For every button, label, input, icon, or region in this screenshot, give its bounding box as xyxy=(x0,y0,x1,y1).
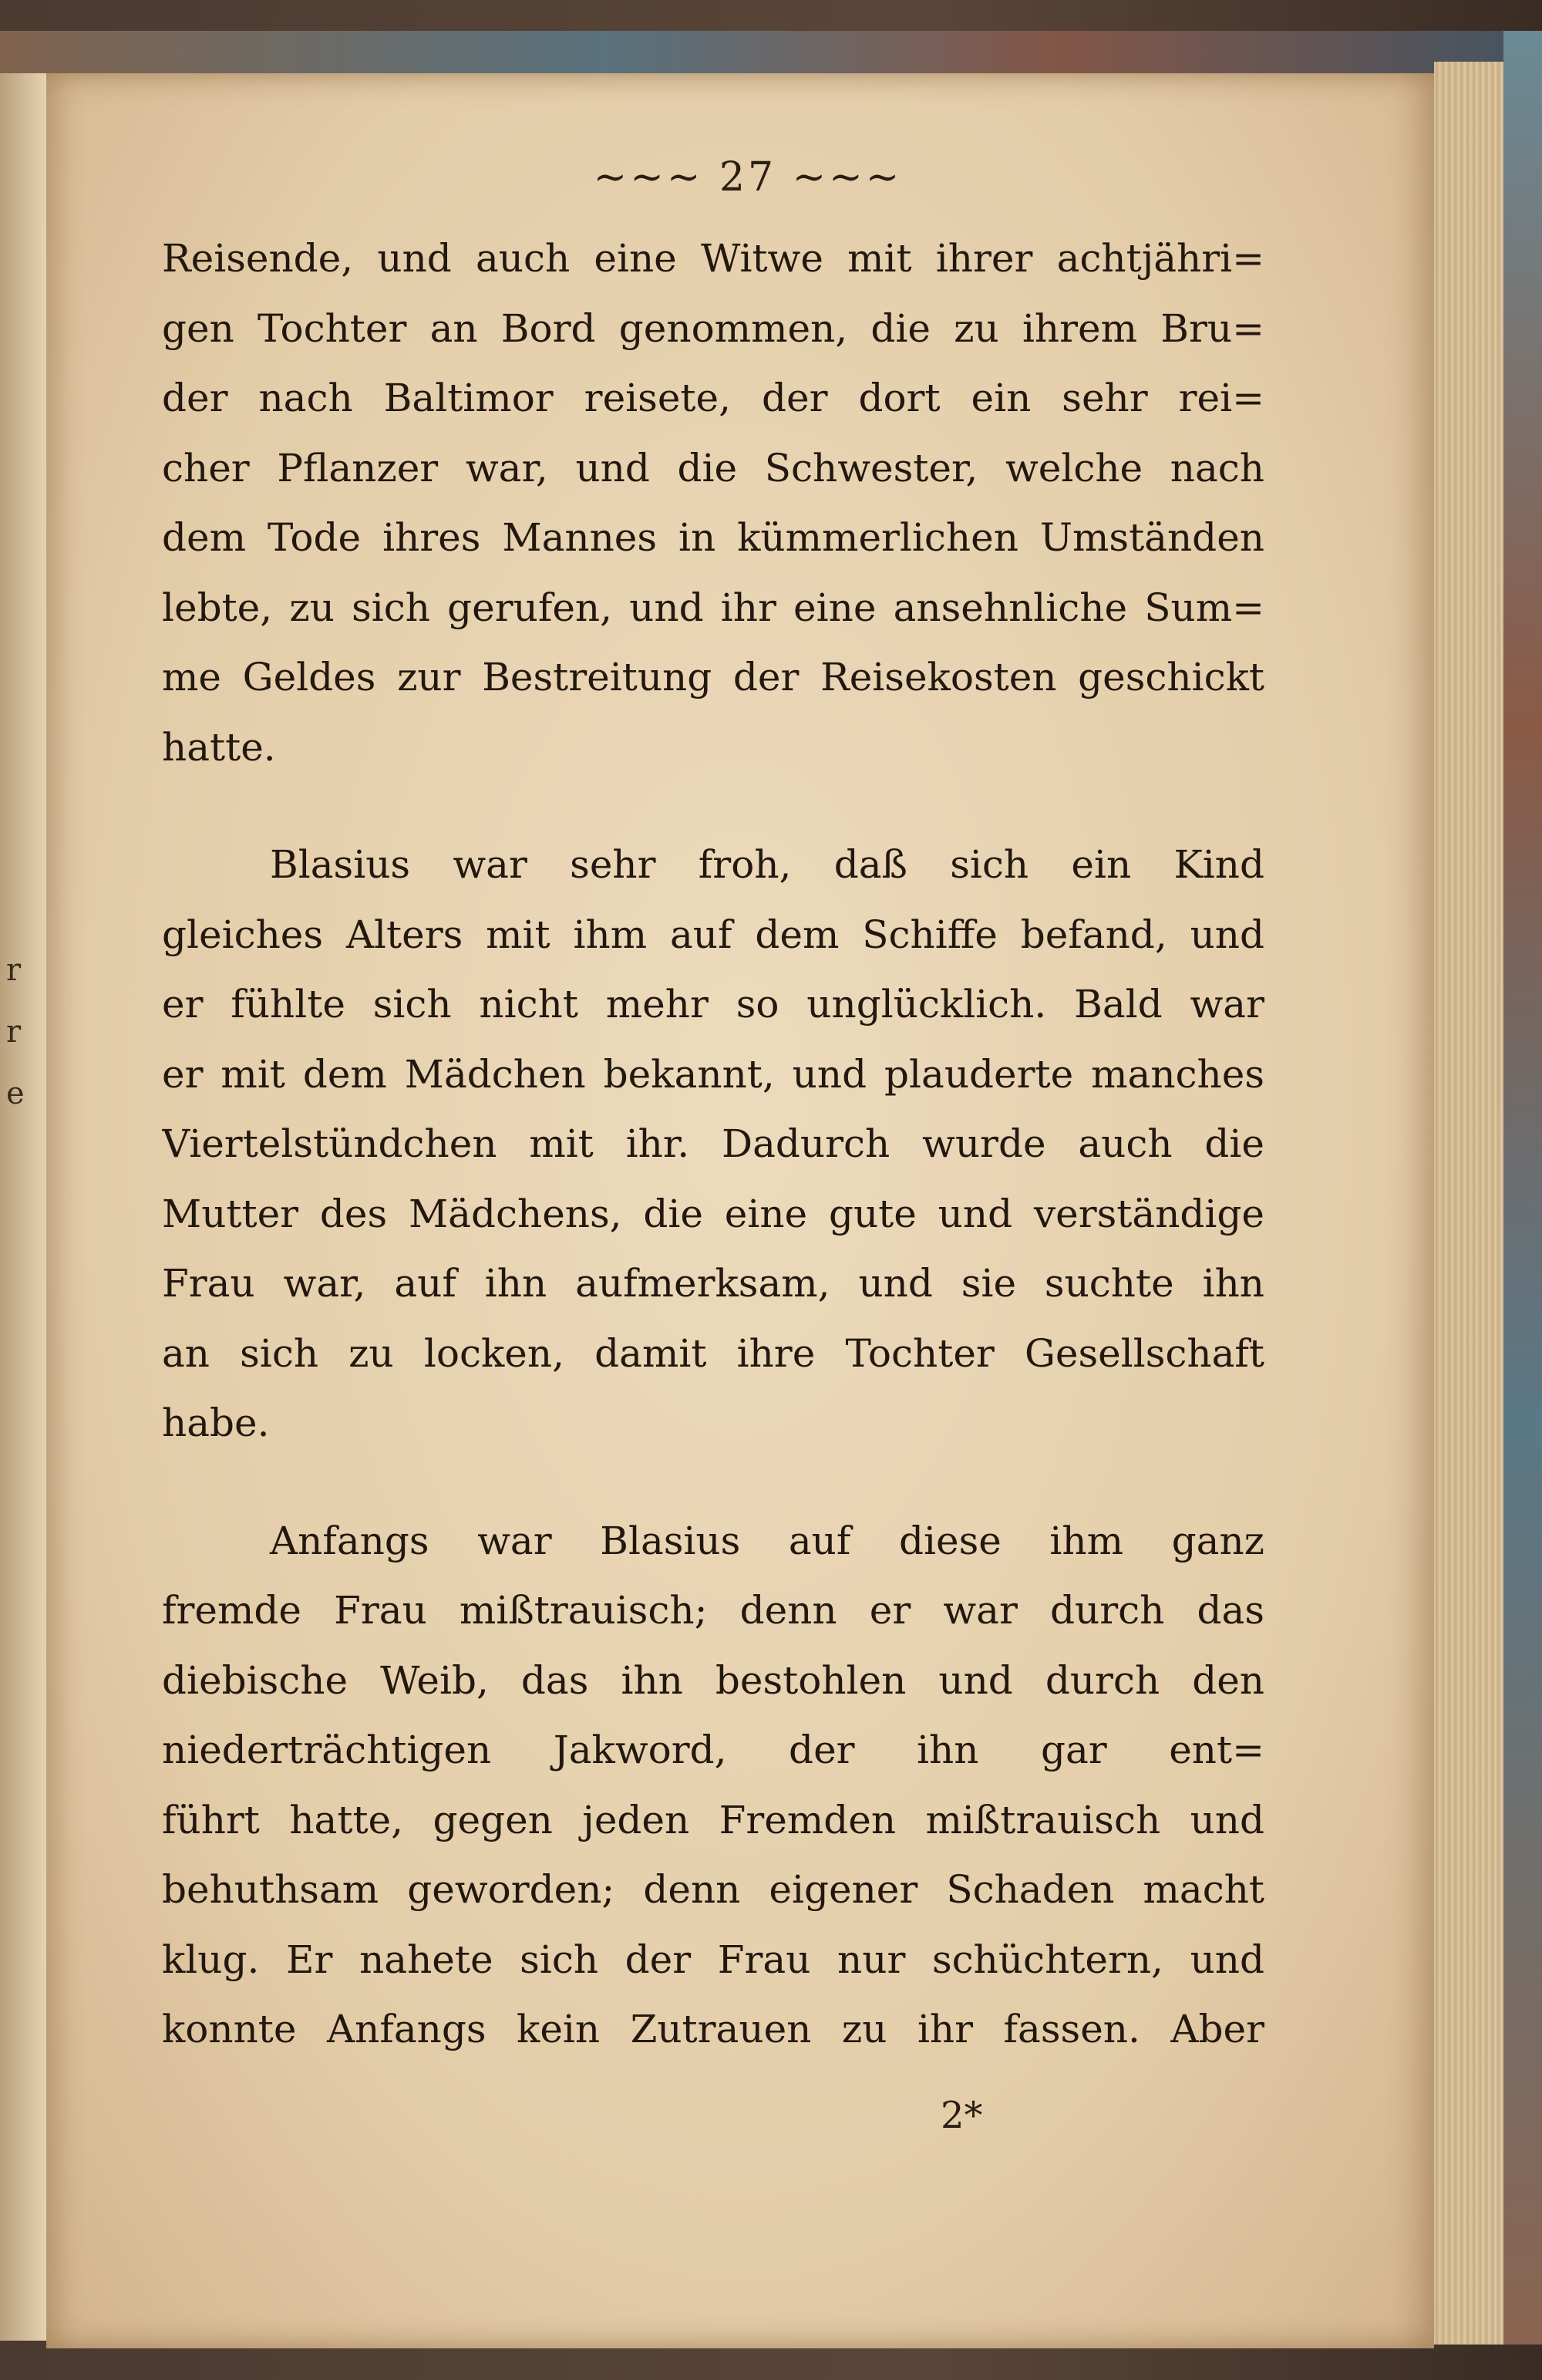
text-line: diebische Weib, das ihn bestohlen und durch den xyxy=(162,1657,1264,1703)
text-line: gleiches Alters mit ihm auf dem Schiffe befand, und xyxy=(162,912,1264,957)
text-line: hatte. xyxy=(162,724,276,770)
text-line: er fühlte sich nicht mehr so unglücklich. Bald war xyxy=(162,982,1264,1027)
cover-edge-top xyxy=(0,31,1511,77)
left-page-edge xyxy=(0,73,46,2341)
text-line: konnte Anfangs kein Zutrauen zu ihr fassen. Aber xyxy=(162,2007,1264,2051)
paragraph-2 xyxy=(162,830,1264,1458)
text-line: führt hatte, gegen jeden Fremden mißtrauisch und xyxy=(162,1797,1264,1842)
text-line: Mutter des Mädchens, die eine gute und verständige xyxy=(162,1191,1264,1236)
text-line: der nach Baltimor reisete, der dort ein sehr rei= xyxy=(162,376,1264,420)
text-line: Reisende, und auch eine Witwe mit ihrer achtjähri= xyxy=(162,236,1264,281)
paragraph-3 xyxy=(162,1506,1264,2065)
cover-edge-right xyxy=(1503,31,1542,2345)
text-line: gen Tochter an Bord genommen, die zu ihrem Bru= xyxy=(162,305,1264,351)
text-line: fremde Frau mißtrauisch; denn er war durch das xyxy=(162,1588,1264,1633)
text-line: an sich zu locken, damit ihre Tochter Gesellschaft xyxy=(162,1330,1264,1376)
text-line: niederträchtigen Jakword, der ihn gar ent= xyxy=(162,1728,1264,1772)
text-line: dem Tode ihres Mannes in kümmerlichen Umständen xyxy=(162,515,1264,560)
signature-mark: 2* xyxy=(941,2094,983,2137)
text-line: Frau war, auf ihn aufmerksam, und sie suchte ihn xyxy=(162,1261,1264,1306)
text-line: klug. Er nahete sich der Frau nur schüchtern, und xyxy=(162,1937,1264,1982)
text-line: er mit dem Mädchen bekannt, und plauderte manches xyxy=(162,1051,1264,1097)
text-line: behuthsam geworden; denn eigener Schaden macht xyxy=(162,1867,1264,1912)
text-line: Anfangs war Blasius auf diese ihm ganz xyxy=(270,1518,1264,1563)
text-line: me Geldes zur Bestreitung der Reisekosten geschickt xyxy=(162,655,1264,700)
paragraph-1 xyxy=(162,224,1264,782)
page-edges xyxy=(1434,62,1503,2345)
text-line: lebte, zu sich gerufen, und ihr eine ansehnliche Sum= xyxy=(162,585,1264,630)
page-text xyxy=(162,224,1264,2065)
text-line: cher Pflanzer war, und die Schwester, welche nach xyxy=(162,445,1264,490)
page-number: ~~~ 27 ~~~ xyxy=(593,154,903,201)
left-page-fragment: r xyxy=(6,1014,22,1050)
left-page-fragment: r xyxy=(6,952,22,988)
text-line: Blasius war sehr froh, daß sich ein Kind xyxy=(270,842,1264,887)
text-line: habe. xyxy=(162,1401,270,1445)
left-page-fragment: e xyxy=(6,1076,25,1111)
text-line: Viertelstündchen mit ihr. Dadurch wurde auch die xyxy=(162,1121,1264,1166)
